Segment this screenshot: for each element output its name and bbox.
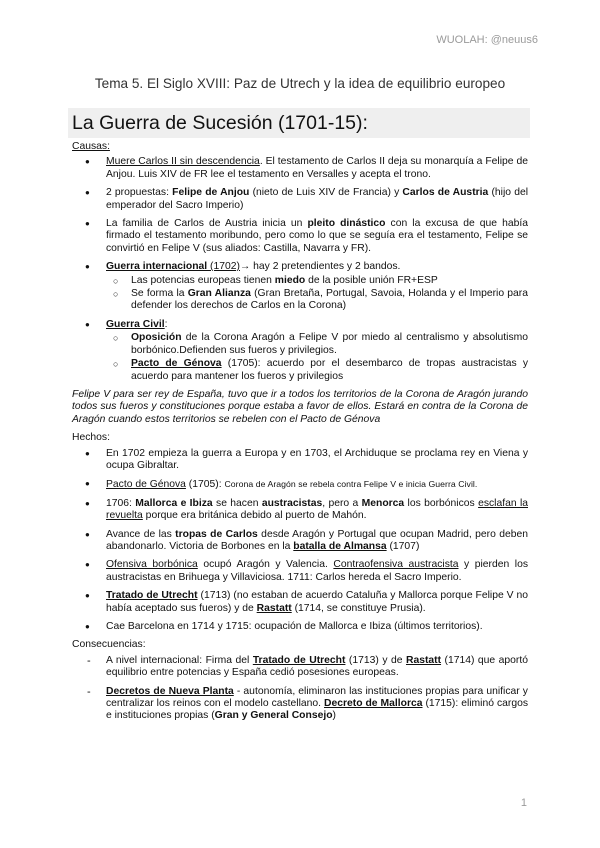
list-item: ● En 1702 empieza la guerra a Europa y en 1703, el Archiduque se proclama rey en Viena y ocupa Gibraltar. <box>72 448 528 473</box>
list-item: - A nivel internacional: Firma del Tratado de Utrecht (1713) y de Rastatt (1714) que aportó equilibrio entre potencias y España cedió posesiones europeas. <box>72 655 528 680</box>
document-title: Tema 5. El Siglo XVIII: Paz de Utrech y la idea de equilibrio europeo <box>94 76 506 91</box>
sub-list-item: ○ Las potencias europeas tienen miedo de la posible unión FR+ESP <box>106 275 528 287</box>
causas-label: Causas: <box>72 141 110 152</box>
document-body <box>72 141 528 729</box>
watermark: WUOLAH: @neuus6 <box>436 34 538 46</box>
list-item: ● 1706: Mallorca e Ibiza se hacen austracistas, pero a Menorca los borbónicos esclafan la revuelta porque era británica debido al puerto de Mahón. <box>72 498 528 523</box>
list-item: ● Muere Carlos II sin descendencia. El testamento de Carlos II deja su monarquía a Felipe de Anjou. Luis XIV de FR lee el testamento en Versalles y acepta el trono. <box>72 156 528 181</box>
consecuencias-label: Consecuencias: <box>72 639 146 651</box>
list-item: ● 2 propuestas: Felipe de Anjou (nieto de Luis XIV de Francia) y Carlos de Austria (hijo del emperador del Sacro Imperio) <box>72 187 528 212</box>
list-item: ● Guerra internacional (1702)→ hay 2 pretendientes y 2 bandos. ○ Las potencias europeas tienen miedo de la posible unión FR+ESP ○ Se forma la Gran Alianza (Gran Bretaña, Portugal, Savoia, Holanda y el Imperio para defender los derechos de Carlos en la Corona) <box>72 261 528 313</box>
list-item: ● Cae Barcelona en 1714 y 1715: ocupación de Mallorca e Ibiza (últimos territorios). <box>72 621 528 633</box>
list-item: ● La familia de Carlos de Austria inicia un pleito dinástico con la excusa de que había firmado el testamento moribundo, pero como lo que se seguía era el testamento, Felipe se convirtió en Felipe V (sus aliados: Castilla, Navarra y FR). <box>72 218 528 255</box>
list-item: - Decretos de Nueva Planta - autonomía, eliminaron las instituciones propias para unificar y centralizar los reinos con el modelo castellano. Decreto de Mallorca (1715): eliminó cargos e instituciones propias (Gran y General Consejo) <box>72 686 528 723</box>
list-item: ● Tratado de Utrecht (1713) (no estaban de acuerdo Cataluña y Mallorca porque Felipe V no había aceptado sus fueros) y de Rastatt (1714, se constituye Prusia). <box>72 590 528 615</box>
italic-note: Felipe V para ser rey de España, tuvo que ir a todos los territorios de la Corona de Aragón jurando todos sus fueros y constituciones porque estaba a favor de ellos. Estará en contra de la Corona de Aragón cuando estos territorios se rebelen con el Pacto de Génova <box>72 388 528 425</box>
list-item: ● Avance de las tropas de Carlos desde Aragón y Portugal que ocupan Madrid, pero deben abandonarlo. Victoria de Borbones en la batalla de Almansa (1707) <box>72 529 528 554</box>
sub-list-item: ○ Se forma la Gran Alianza (Gran Bretaña, Portugal, Savoia, Holanda y el Imperio para defender los derechos de Carlos en la Corona) <box>106 288 528 313</box>
section-heading-box <box>68 108 530 138</box>
hechos-label: Hechos: <box>72 432 110 444</box>
sub-list <box>106 275 528 313</box>
causas-list <box>72 156 528 383</box>
list-item: ● Ofensiva borbónica ocupó Aragón y Valencia. Contraofensiva austracista y pierden los austracistas en Brihuega y Villaviciosa. 1711: Carlos hereda el Sacro Imperio. <box>72 559 528 584</box>
sub-list <box>106 332 528 383</box>
list-item: ● Pacto de Génova (1705): Corona de Aragón se rebela contra Felipe V e inicia Guerra Civil. <box>72 478 528 491</box>
consecuencias-list <box>72 655 528 723</box>
section-title: La Guerra de Sucesión (1701-15): <box>72 112 368 134</box>
sub-list-item: ○ Pacto de Génova (1705): acuerdo por el desembarco de tropas austracistas y acuerdo para mantener los fueros y privilegios <box>106 358 528 383</box>
hechos-list <box>72 448 528 634</box>
sub-list-item: ○ Oposición de la Corona Aragón a Felipe V por miedo al centralismo y absolutismo borbónico.Defienden sus fueros y privilegios. <box>106 332 528 357</box>
list-item: ● Guerra Civil: ○ Oposición de la Corona Aragón a Felipe V por miedo al centralismo y absolutismo borbónico.Defienden sus fueros y privilegios. ○ Pacto de Génova (1705): acuerdo por el desembarco de tropas austracistas y acuerdo para mantener los fueros y privilegios <box>72 319 528 383</box>
page-number: 1 <box>520 797 527 809</box>
